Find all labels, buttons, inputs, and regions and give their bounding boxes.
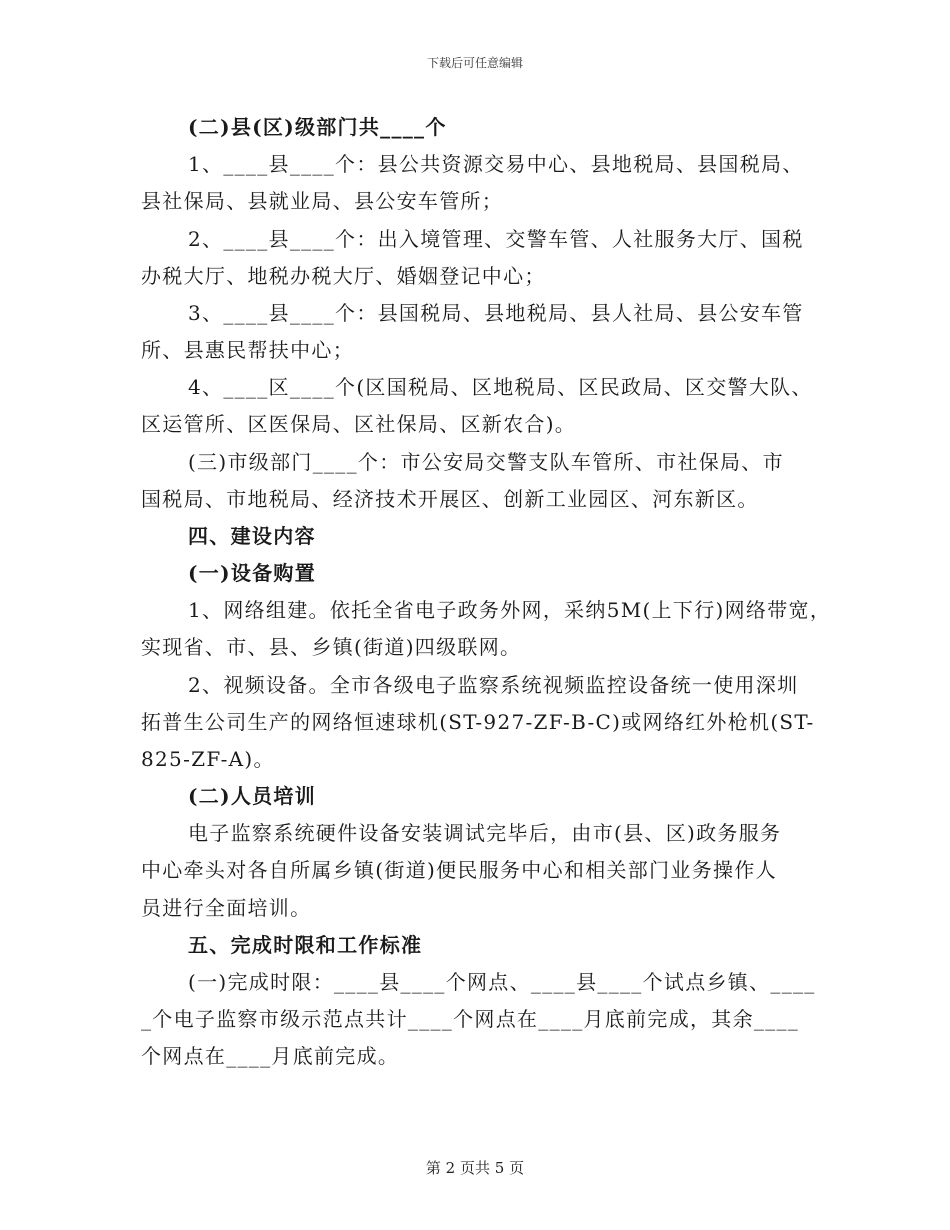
section-heading: (二)人员培训 (188, 784, 317, 808)
section-heading: 四、建设内容 (188, 524, 316, 548)
section-heading: (一)设备购置 (188, 561, 317, 585)
body-text-line: 中心牵头对各自所属乡镇(街道)便民服务中心和相关部门业务操作人 (141, 858, 777, 882)
section-heading: 五、完成时限和工作标准 (188, 933, 423, 957)
body-text-line: 2、____县____个：出入境管理、交警车管、人社服务大厅、国税 (188, 227, 804, 251)
body-text-line: 4、____区____个(区国税局、区地税局、区民政局、区交警大队、 (188, 375, 813, 399)
body-text-line: 实现省、市、县、乡镇(街道)四级联网。 (141, 635, 522, 659)
body-text-line: 2、视频设备。全市各级电子监察系统视频监控设备统一使用深圳 (188, 673, 799, 697)
body-text-line: 所、县惠民帮扶中心； (141, 338, 354, 362)
section-heading: (二)县(区)级部门共____个 (188, 115, 447, 139)
body-text-line: 个网点在____月底前完成。 (141, 1044, 400, 1068)
body-text-line: (一)完成时限：____县____个网点、____县____个试点乡镇、____ (188, 970, 816, 994)
body-text-line: _个电子监察市级示范点共计____个网点在____月底前完成，其余____ (141, 1007, 800, 1031)
body-text-line: 国税局、市地税局、经济技术开展区、创新工业园区、河东新区。 (141, 487, 759, 511)
page-header-note: 下载后可任意编辑 (426, 56, 523, 70)
body-text-line: 825-ZF-A)。 (141, 747, 275, 771)
body-text-line: 3、____县____个：县国税局、县地税局、县人社局、县公安车管 (188, 301, 804, 325)
body-text-line: 1、网络组建。依托全省电子政务外网，采纳5M(上下行)网络带宽， (188, 598, 832, 622)
body-text-line: 电子监察系统硬件设备安装调试完毕后，由市(县、区)政务服务 (188, 821, 782, 845)
body-text-line: 县社保局、县就业局、县公安车管所； (141, 189, 504, 213)
body-text-line: 拓普生公司生产的网络恒速球机(ST-927-ZF-B-C)或网络红外枪机(ST- (141, 710, 815, 734)
body-text-line: 1、____县____个：县公共资源交易中心、县地税局、县国税局、 (188, 152, 804, 176)
body-text-line: 区运管所、区医保局、区社保局、区新农合)。 (141, 412, 577, 436)
page-footer-indicator: 第 2 页共 5 页 (425, 1159, 525, 1177)
body-text-line: 员进行全面培训。 (141, 896, 312, 920)
body-text-line: (三)市级部门____个：市公安局交警支队车管所、市社保局、市 (188, 450, 784, 474)
body-text-line: 办税大厅、地税办税大厅、婚姻登记中心； (141, 264, 546, 288)
